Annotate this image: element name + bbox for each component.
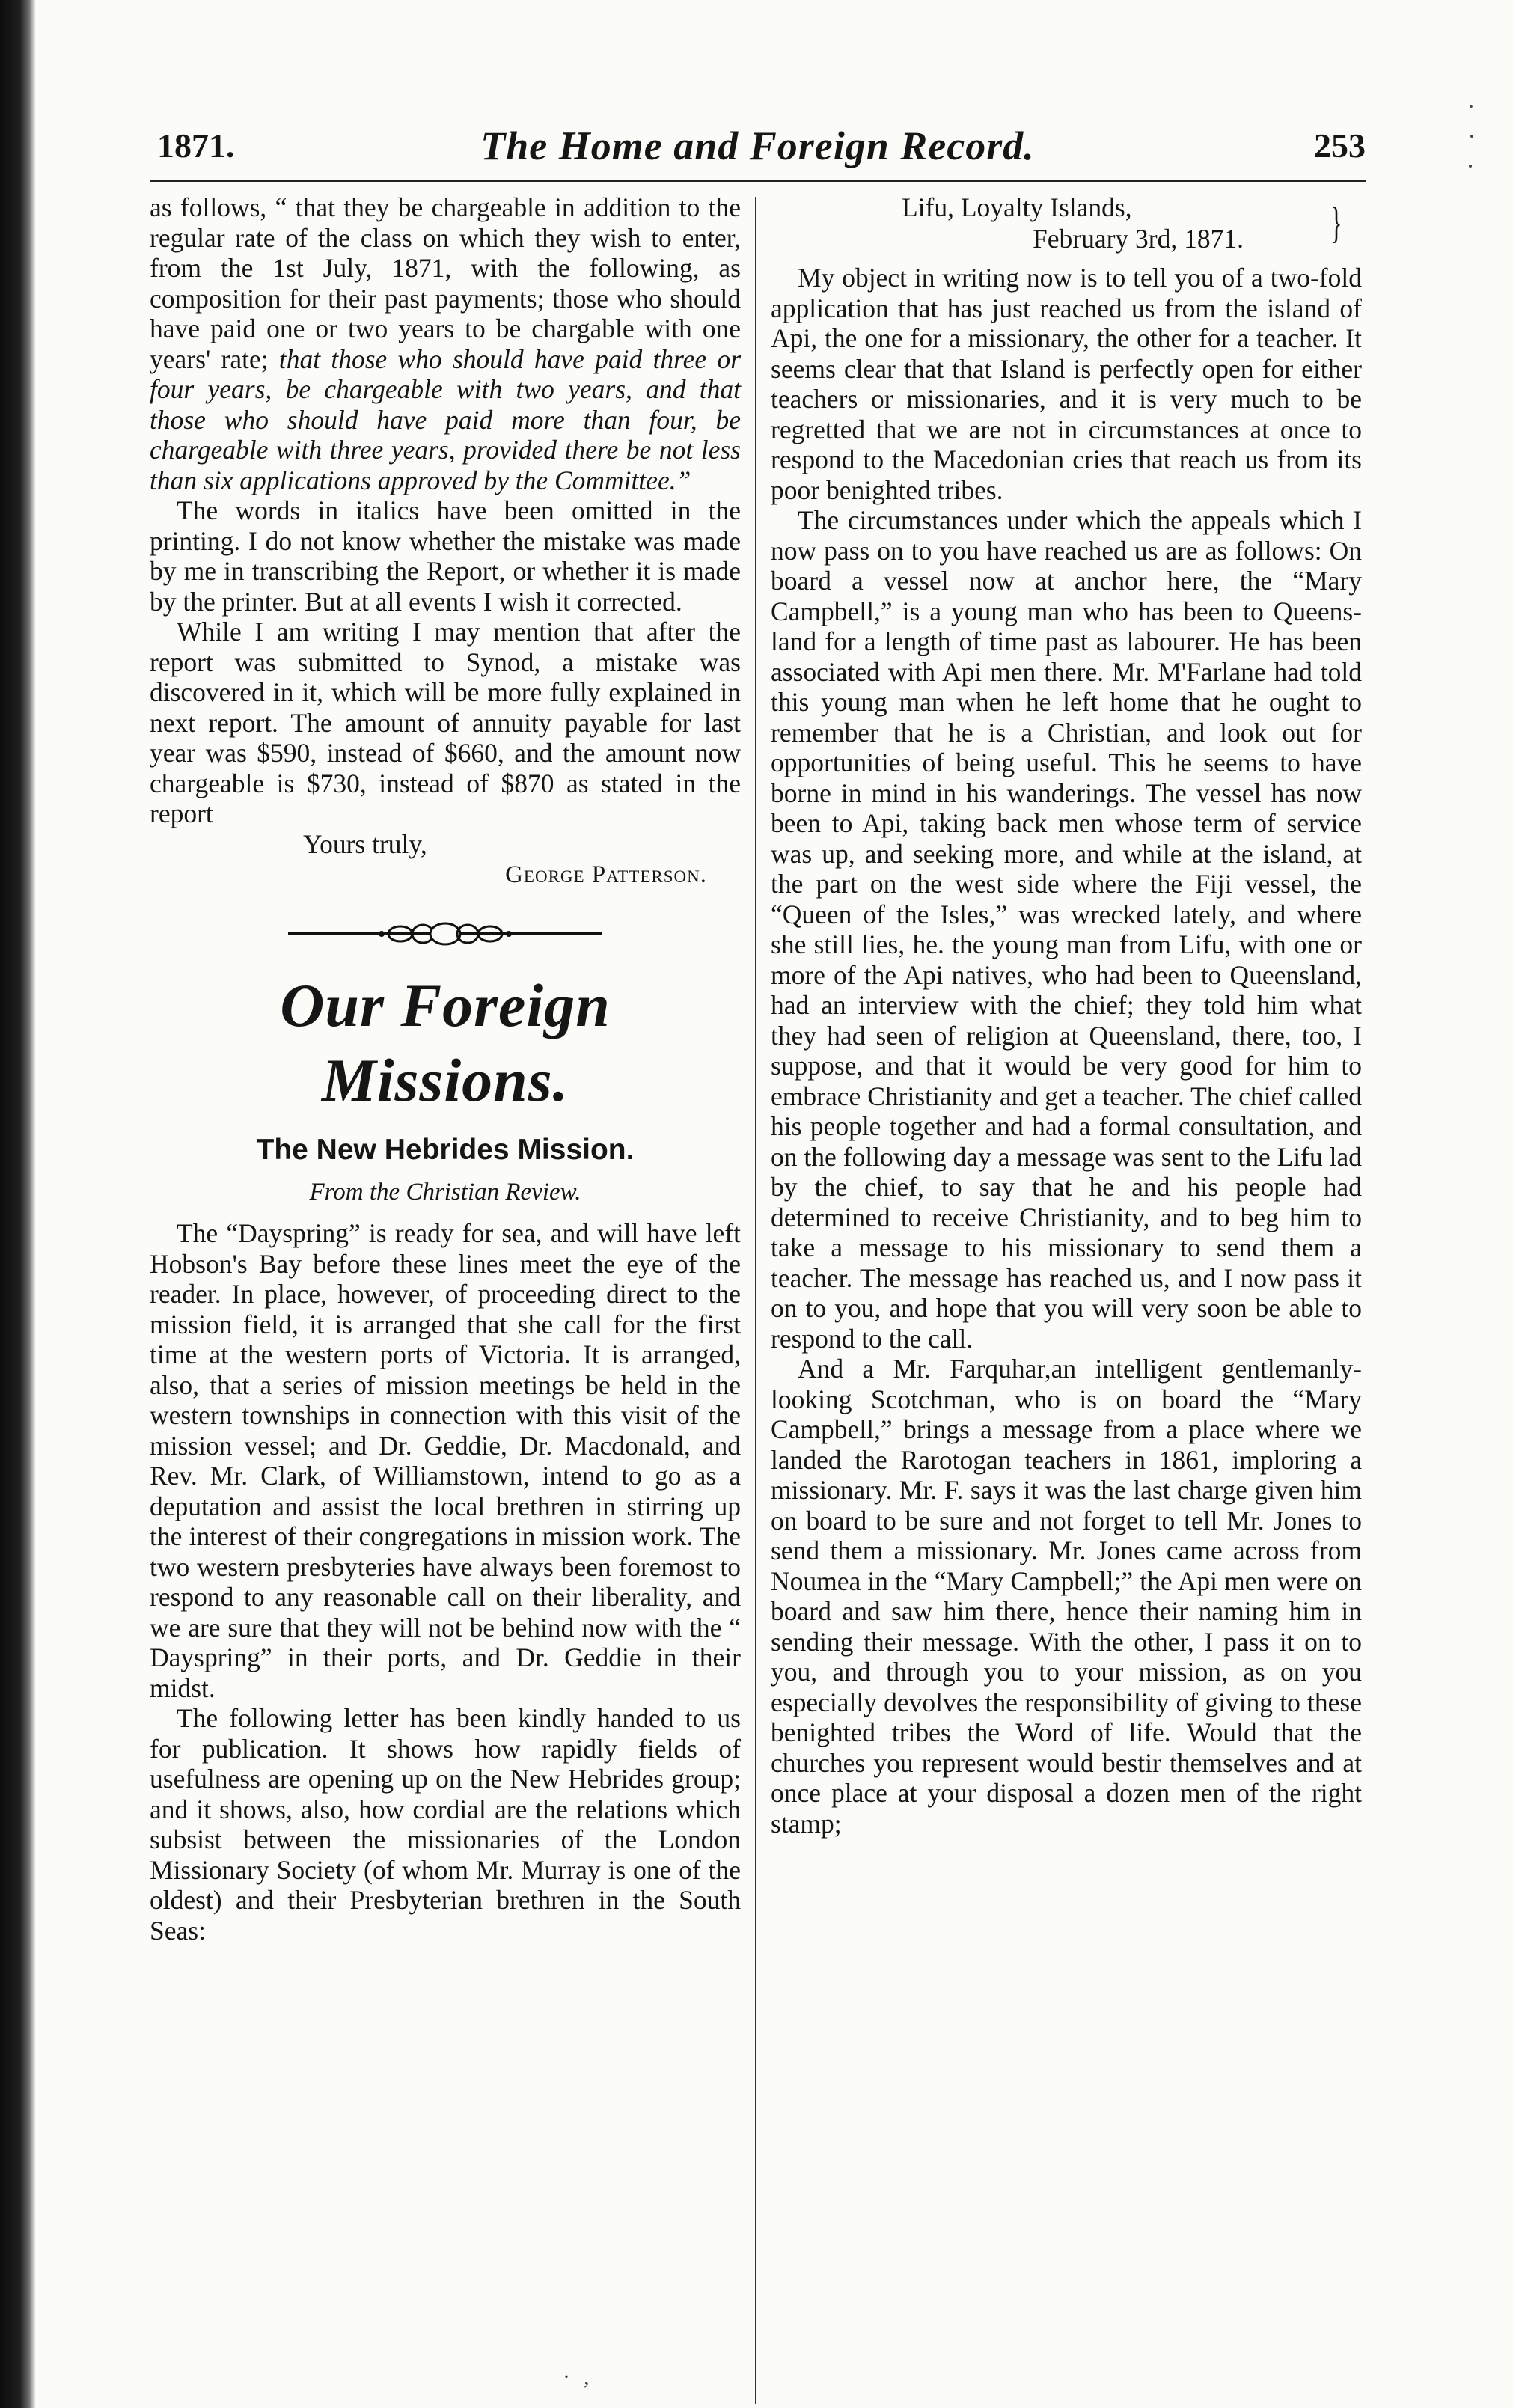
paragraph-omission-note: The words in italics have been omitted in the printing. I do not know whether the mistake was made by me in transcribing the Report, or whether it is made by the printer. But at all events I wish it corrected. <box>150 495 741 617</box>
paragraph-circumstances: The circumstances under which the appeals which I now pass on to you have reached us are as follows: On board a vessel now at anchor here, the “Mary Campbell,” is a young man who has been to Queensland for a length of time past as labourer. He has been associated with Api men there. Mr. M'Farlane had told this young man when he left home that he ought to remember that he is a Christian, and look out for opportunities of being useful. This he seems to have borne in mind in his wanderings. The vessel has now been to Api, taking back men whose term of service was up, and seeking more, and while at the island, at the part on the west side where the Fiji vessel, the “Queen of the Isles,” was wrecked lately, and where she still lies, he. the young man from Lifu, with one or more of the Api natives, who had been to Queensland, had an interview with the chief; they told him what they had seen of religion at Queensland, there, too, I suppose, and that it would be very good for him to embrace Christianity and get a teacher. The chief called his people together and had a formal consultation, and on the following day a message was sent to the Lifu lad by the chief, to say that he and his people had determined to receive Christianity, and to beg him to take a message to his missionary to send them a teacher. The message has reached us, and I now pass it on to you, and hope that you will very soon be able to respond to the call. <box>771 505 1362 1354</box>
continued-paragraph <box>150 192 741 495</box>
page-number: 253 <box>1314 126 1366 165</box>
scan-specks <box>1467 105 1477 187</box>
scan-mark: , <box>584 2365 590 2389</box>
section-title: Our Foreign Missions. <box>280 971 611 1114</box>
right-column <box>771 192 1362 1839</box>
article-source: From the Christian Review. <box>309 1179 581 1205</box>
column-divider <box>755 197 756 2404</box>
left-column <box>150 192 741 1946</box>
dateline-date: February 3rd, 1871. <box>1033 224 1244 254</box>
letter-dateline <box>771 192 1362 258</box>
paragraph-annuity-correction: While I am writing I may mention that after the report was submitted to Synod, a mistake was discovered in it, which will be more fully explained in next report. The amount of annuity payable for last year was $590, instead of $660, and the amount now chargeable is $730, instead of $870 as stated in the report <box>150 617 741 828</box>
italic-passage: that those who should have paid three or four years, be chargeable with two years, and that those who should have paid more than four, be chargeable with three years, provided there be not less than six applications approved by the Committee.” <box>150 343 742 495</box>
decorative-rule-ornament <box>150 904 741 964</box>
paragraph-farquhar: And a Mr. Farquhar,an intelligent gentlemanly-looking Scotchman, who is on board the “Mary Campbell,” brings a message from a place where we landed the Rarotogan teachers in 1861, imploring a missionary. Mr. F. says it was the last charge given him on board to be sure and not forget to tell Mr. Jones to send them a missionary. Mr. Jones came across from Noumea in the “Mary Campbell;” the Api men were on board and saw him there, hence their naming him in sending their message. With the other, I pass it on to you, and through you to your mission, as on you especially devolves the responsibility of giving to these benighted tribes the Word of life. Would that the churches you represent would bestir themselves and at once place at your disposal a dozen men of the right stamp; <box>771 1354 1362 1839</box>
running-header <box>150 112 1366 182</box>
paragraph-dayspring: The “Dayspring” is ready for sea, and will have left Hobson's Bay before these lines meet the eye of the reader. In place, however, of proceeding direct to the mission field, it is arranged that she call for the first time at the western ports of Victoria. It is arranged, also, that a series of mission meetings be held in the western townships in connection with this visit of the mission vessel; and Dr. Geddie, Dr. Macdonald, and Rev. Mr. Clark, of Williamstown, intend to go as a deputation and assist the local brethren in stirring up the interest of their congregations in mission work. The two western presbyteries have always been foremost to respond to any reasonable call on their liberality, and we are sure that they will not be behind now with the “ Dayspring” in their ports, and Dr. Geddie in their midst. <box>150 1218 741 1703</box>
header-year: 1871. <box>157 126 235 165</box>
scan-mark: · <box>563 2365 570 2389</box>
dateline-place: Lifu, Loyalty Islands, <box>902 192 1132 222</box>
article-title: The New Hebrides Mission. <box>256 1134 635 1166</box>
paragraph-letter-intro: The following letter has been kindly handed to us for publication. It shows how rapidly fields of usefulness are opening up on the New Hebrides group; and it shows, also, how cordial are the relations which subsist between the missionaries of the London Missionary Society (of whom Mr. Murray is one of the oldest) and their Presbyterian brethren in the South Seas: <box>150 1703 741 1946</box>
continued-text: as follows, “ that they be chargeable in addition to the regular rate of the class on which they wish to enter, from the 1st July, 1871, with the following, as composition for their past payments; those who should have paid one or two years to be chargable with one years' rate; <box>150 192 741 374</box>
letter-signature: George Patterson. <box>505 861 707 888</box>
header-title: The Home and Foreign Record. <box>480 123 1035 168</box>
letter-closing: Yours truly, <box>303 828 427 859</box>
page <box>150 112 1366 1946</box>
dateline-brace: } <box>1330 198 1342 247</box>
scan-edge-shadow <box>0 0 36 2408</box>
paragraph-application: My object in writing now is to tell you of a two-fold application that has just reached us from the island of Api, the one for a missionary, the other for a teacher. It seems clear that that Island is perfectly open for either teachers or missionaries, and it is very much to be regretted that we are not in circumstances at once to respond to the Macedonian cries that reach us from its poor benighted tribes. <box>771 263 1362 505</box>
